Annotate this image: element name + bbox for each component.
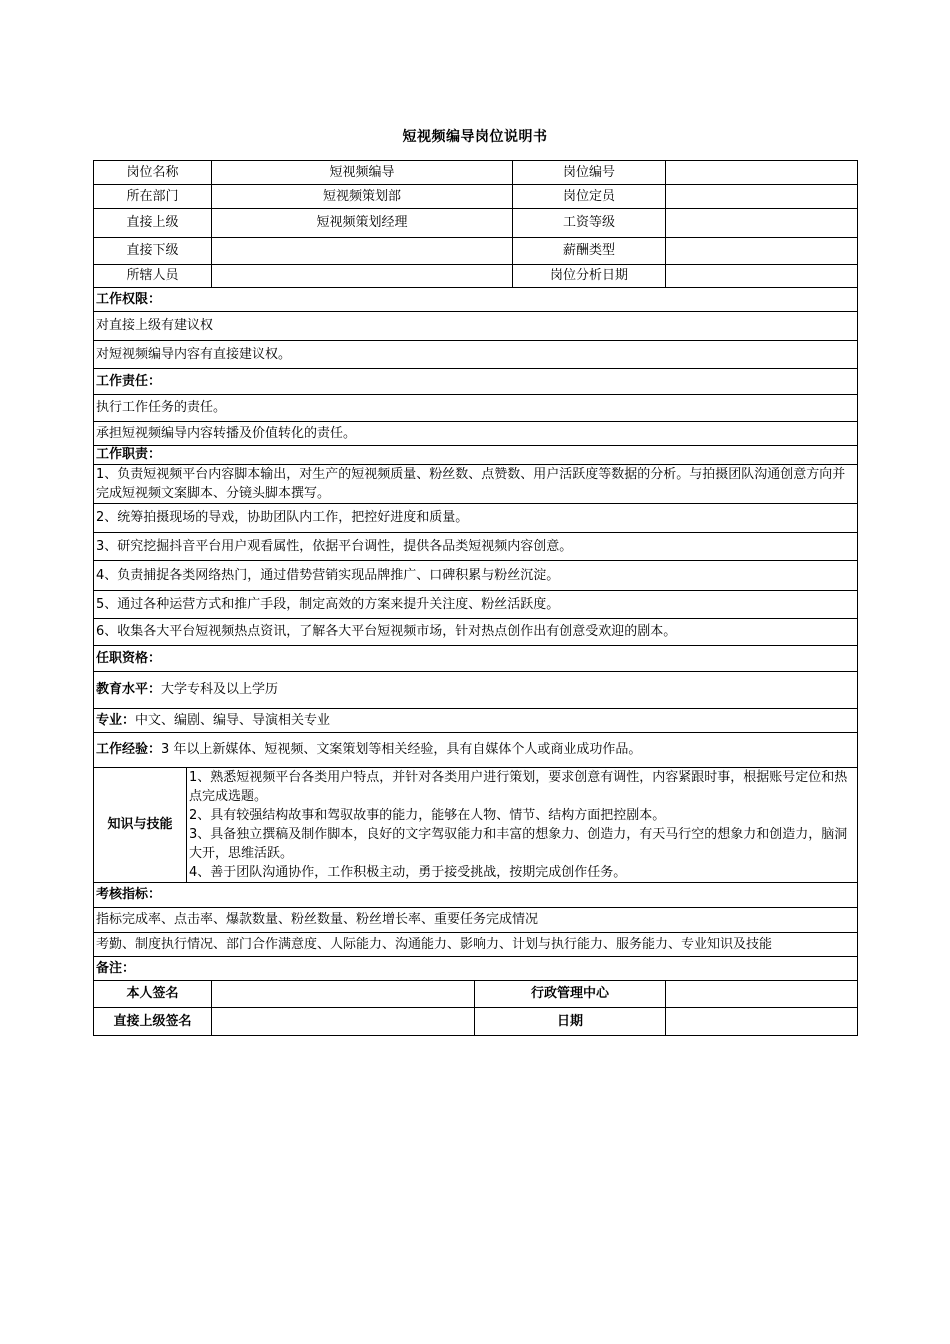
subordinate-value[interactable] xyxy=(212,238,513,265)
department-value: 短视频策划部 xyxy=(212,185,513,209)
superior-sign-field[interactable] xyxy=(212,1008,475,1036)
headcount-label: 岗位定员 xyxy=(513,185,666,209)
date-label: 日期 xyxy=(475,1008,666,1036)
salary-grade-value[interactable] xyxy=(666,209,858,238)
salary-type-value[interactable] xyxy=(666,238,858,265)
assessment-item: 指标完成率、点击率、爆款数量、粉丝数量、粉丝增长率、重要任务完成情况 xyxy=(94,908,858,933)
duties-heading: 工作职责： xyxy=(94,446,858,465)
job-description-table xyxy=(93,160,858,1036)
skill-item: 4、善于团队沟通协作，工作积极主动，勇于接受挑战，按期完成创作任务。 xyxy=(189,865,627,880)
superior-label: 直接上级 xyxy=(94,209,212,238)
staff-label: 所辖人员 xyxy=(94,265,212,288)
staff-value[interactable] xyxy=(212,265,513,288)
department-label: 所在部门 xyxy=(94,185,212,209)
remarks-heading: 备注： xyxy=(94,957,858,981)
duty-item: 5、通过各种运营方式和推广手段，制定高效的方案来提升关注度、粉丝活跃度。 xyxy=(94,591,858,619)
experience-value: 3 年以上新媒体、短视频、文案策划等相关经验，具有自媒体个人或商业成功作品。 xyxy=(161,742,642,757)
skill-item: 3、具备独立撰稿及制作脚本，良好的文字驾驭能力和丰富的想象力、创造力，有天马行空的想象力和创造力，脑洞大开，思维活跃。 xyxy=(189,827,848,861)
authority-heading: 工作权限： xyxy=(94,288,858,312)
self-sign-label: 本人签名 xyxy=(94,981,212,1008)
duty-item: 1、负责短视频平台内容脚本输出，对生产的短视频质量、粉丝数、点赞数、用户活跃度等数据的分析。与拍摄团队沟通创意方向并完成短视频文案脚本、分镜头脚本撰写。 xyxy=(94,465,858,504)
experience-row xyxy=(94,733,858,768)
skills-label: 知识与技能 xyxy=(94,768,187,883)
salary-grade-label: 工资等级 xyxy=(513,209,666,238)
responsibility-item: 执行工作任务的责任。 xyxy=(94,395,858,422)
authority-item: 对直接上级有建议权 xyxy=(94,312,858,341)
major-row xyxy=(94,709,858,733)
duty-item: 2、统筹拍摄现场的导戏，协助团队内工作，把控好进度和质量。 xyxy=(94,504,858,533)
assessment-item: 考勤、制度执行情况、部门合作满意度、人际能力、沟通能力、影响力、计划与执行能力、服务能力、专业知识及技能 xyxy=(94,933,858,957)
superior-value: 短视频策划经理 xyxy=(212,209,513,238)
admin-center-label: 行政管理中心 xyxy=(475,981,666,1008)
skills-content xyxy=(187,768,858,883)
responsibility-heading: 工作责任： xyxy=(94,369,858,395)
skill-item: 2、具有较强结构故事和驾驭故事的能力，能够在人物、情节、结构方面把控剧本。 xyxy=(189,808,666,823)
subordinate-label: 直接下级 xyxy=(94,238,212,265)
duty-item: 3、研究挖掘抖音平台用户观看属性，依据平台调性，提供各品类短视频内容创意。 xyxy=(94,533,858,561)
skill-item: 1、熟悉短视频平台各类用户特点，并针对各类用户进行策划，要求创意有调性，内容紧跟时事，根据账号定位和热点完成选题。 xyxy=(189,770,848,804)
assessment-heading: 考核指标： xyxy=(94,883,858,908)
position-no-label: 岗位编号 xyxy=(513,161,666,185)
analysis-date-label: 岗位分析日期 xyxy=(513,265,666,288)
major-value: 中文、编剧、编导、导演相关专业 xyxy=(135,712,331,728)
education-value: 大学专科及以上学历 xyxy=(161,682,279,697)
position-name-value: 短视频编导 xyxy=(212,161,513,185)
education-row xyxy=(94,672,858,709)
duty-item: 6、收集各大平台短视频热点资讯，了解各大平台短视频市场，针对热点创作出有创意受欢迎的剧本。 xyxy=(94,619,858,646)
analysis-date-value[interactable] xyxy=(666,265,858,288)
authority-item: 对短视频编导内容有直接建议权。 xyxy=(94,341,858,369)
admin-center-field[interactable] xyxy=(666,981,858,1008)
page-title: 短视频编导岗位说明书 xyxy=(402,129,548,145)
education-label: 教育水平： xyxy=(96,682,162,697)
date-field[interactable] xyxy=(666,1008,858,1036)
headcount-value[interactable] xyxy=(666,185,858,209)
major-label: 专业： xyxy=(96,712,136,728)
experience-label: 工作经验： xyxy=(96,742,162,757)
position-name-label: 岗位名称 xyxy=(94,161,212,185)
position-no-value[interactable] xyxy=(666,161,858,185)
superior-sign-label: 直接上级签名 xyxy=(94,1008,212,1036)
duty-item: 4、负责捕捉各类网络热门，通过借势营销实现品牌推广、口碑积累与粉丝沉淀。 xyxy=(94,561,858,591)
self-sign-field[interactable] xyxy=(212,981,475,1008)
salary-type-label: 薪酬类型 xyxy=(513,238,666,265)
responsibility-item: 承担短视频编导内容转播及价值转化的责任。 xyxy=(94,422,858,446)
qualifications-heading: 任职资格： xyxy=(94,646,858,672)
